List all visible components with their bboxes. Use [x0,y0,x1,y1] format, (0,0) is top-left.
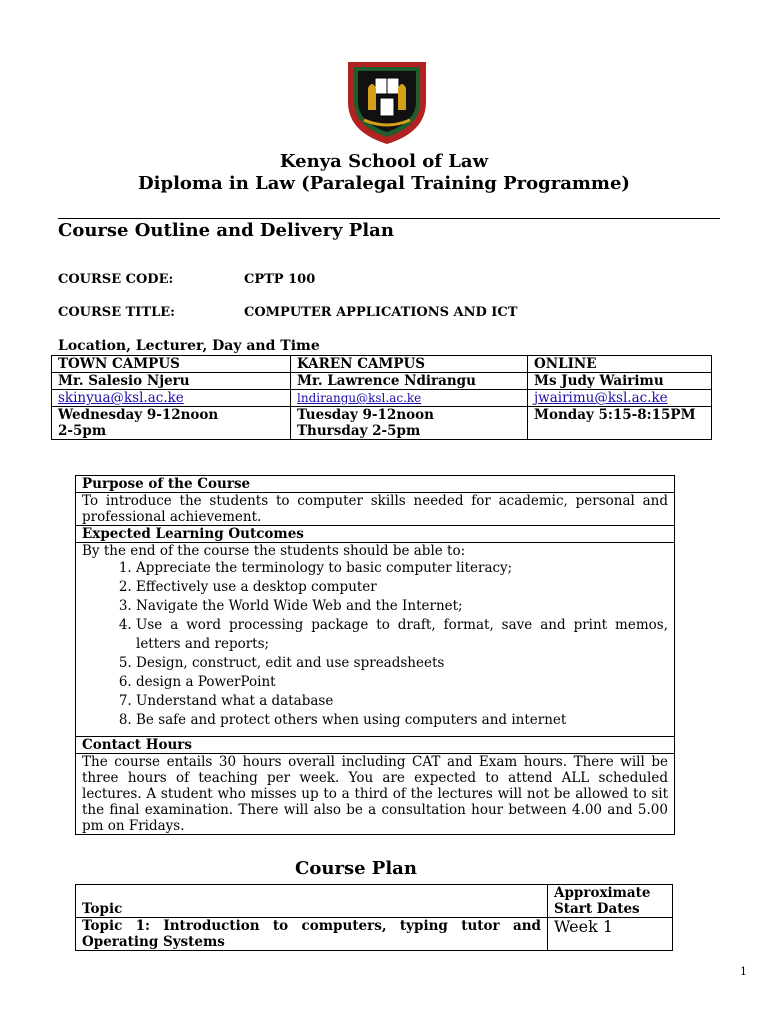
schedule-line: Wednesday 9-12noon [58,407,219,423]
location-section-title: Location, Lecturer, Day and Time [58,338,320,354]
contact-text: The course entails 30 hours overall including CAT and Exam hours. There will be three hours of teaching per week. You are expected to attend ALL scheduled lectures. A student who misses up to a third of the lectures will not be allowed to sit the final examination. There will also be a consultation hour between 4.00 and 5.00 pm on Fridays. [82,754,668,834]
school-crest-logo [342,58,432,146]
column-header-dates-line: Approximate [554,885,651,901]
programme-title: Diploma in Law (Paralegal Training Programme) [138,173,630,194]
lecturer-email-link[interactable]: jwairimu@ksl.ac.ke [534,390,668,406]
course-info-box [75,475,675,835]
table-row [52,407,712,440]
column-header-dates-line: Start Dates [554,901,640,917]
topic-cell: Topic 1: Introduction to computers, typing tutor and Operating Systems [76,918,548,951]
location-table [51,355,712,440]
outcomes-body [76,543,674,737]
outcomes-list [82,559,668,730]
list-item: 4. Use a word processing package to draft, format, save and print memos, letters and reports; [136,616,668,654]
table-header-row [76,885,673,918]
course-title-value: COMPUTER APPLICATIONS AND ICT [244,305,518,320]
schedule-line: Monday 5:15-8:15PM [534,407,696,423]
lecturer-name: Mr. Salesio Njeru [52,373,291,390]
start-date-cell: Week 1 [548,918,673,951]
outcomes-intro: By the end of the course the students should be able to: [82,543,466,559]
list-item: 2. Effectively use a desktop computer [136,578,668,597]
list-item: 1. Appreciate the terminology to basic computer literacy; [136,559,668,578]
column-header-topic: Topic [76,885,548,918]
campus-name: KAREN CAMPUS [291,356,528,373]
table-row [52,356,712,373]
list-item: 8. Be safe and protect others when using computers and internet [136,711,668,730]
table-row [52,373,712,390]
schedule-cell [52,407,291,440]
email-cell [528,390,712,407]
purpose-text: To introduce the students to computer skills needed for academic, personal and professional achievement. [76,493,674,526]
column-header-dates [548,885,673,918]
course-code-value: CPTP 100 [244,272,316,287]
lecturer-email-link[interactable]: lndirangu@ksl.ac.ke [297,391,422,405]
email-cell [291,390,528,407]
campus-name: TOWN CAMPUS [52,356,291,373]
schedule-cell [528,407,712,440]
course-title-label: COURSE TITLE: [58,305,175,320]
schedule-cell [291,407,528,440]
list-item: 7. Understand what a database [136,692,668,711]
lecturer-name: Mr. Lawrence Ndirangu [291,373,528,390]
contact-heading: Contact Hours [76,737,674,754]
lecturer-email-link[interactable]: skinyua@ksl.ac.ke [58,390,184,406]
table-row [52,390,712,407]
schedule-line: Thursday 2-5pm [297,423,421,439]
schedule-line: Tuesday 9-12noon [297,407,434,423]
schedule-line: 2-5pm [58,423,107,439]
page-number: 1 [740,965,747,978]
purpose-heading: Purpose of the Course [76,476,674,493]
outline-title: Course Outline and Delivery Plan [58,220,394,241]
school-name: Kenya School of Law [279,151,489,172]
course-code-label: COURSE CODE: [58,272,174,287]
lecturer-name: Ms Judy Wairimu [528,373,712,390]
list-item: 5. Design, construct, edit and use spreadsheets [136,654,668,673]
course-plan-title: Course Plan [295,858,417,879]
header-divider [58,218,720,219]
course-plan-table [75,884,673,951]
outcomes-heading: Expected Learning Outcomes [76,526,674,543]
list-item: 6. design a PowerPoint [136,673,668,692]
email-cell [52,390,291,407]
campus-name: ONLINE [528,356,712,373]
list-item: 3. Navigate the World Wide Web and the Internet; [136,597,668,616]
table-row [76,918,673,951]
